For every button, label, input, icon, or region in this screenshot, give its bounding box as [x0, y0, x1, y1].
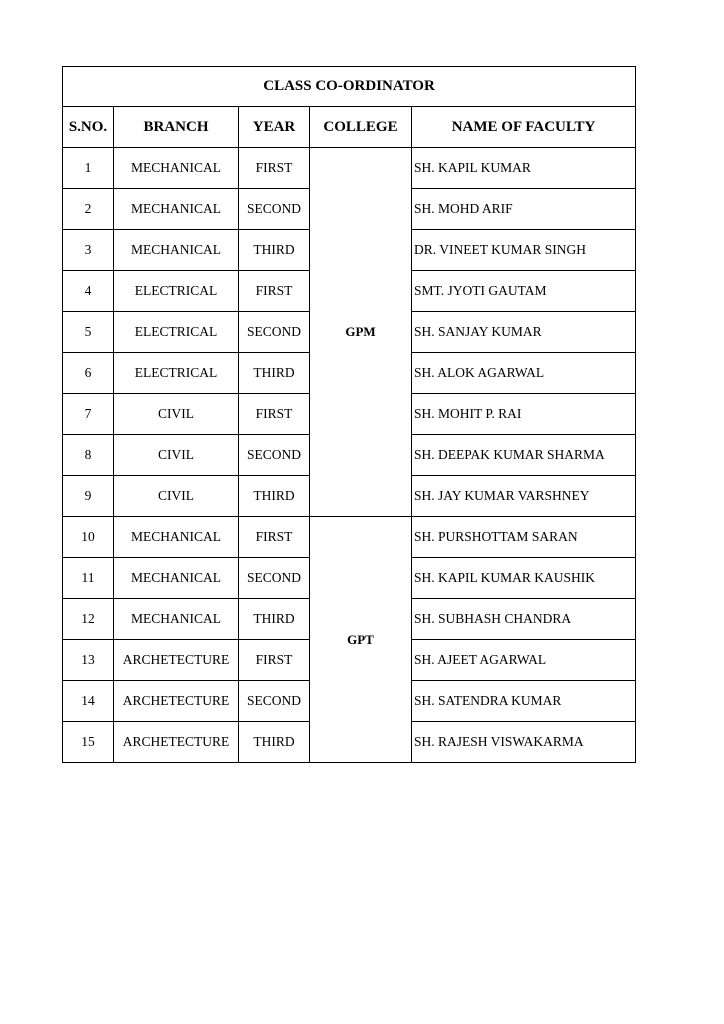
cell-branch: MECHANICAL	[114, 599, 239, 640]
cell-faculty: SH. MOHIT P. RAI	[412, 394, 636, 435]
header-faculty: NAME OF FACULTY	[412, 107, 636, 148]
cell-year: SECOND	[239, 435, 310, 476]
cell-branch: CIVIL	[114, 476, 239, 517]
cell-faculty: SH. SANJAY KUMAR	[412, 312, 636, 353]
cell-faculty: DR. VINEET KUMAR SINGH	[412, 230, 636, 271]
cell-year: FIRST	[239, 271, 310, 312]
table-title-row	[63, 67, 636, 107]
cell-sno: 10	[63, 517, 114, 558]
cell-year: THIRD	[239, 599, 310, 640]
cell-year: SECOND	[239, 189, 310, 230]
cell-year: THIRD	[239, 476, 310, 517]
cell-branch: MECHANICAL	[114, 189, 239, 230]
table-header-row	[63, 107, 636, 148]
cell-branch: MECHANICAL	[114, 558, 239, 599]
table-body	[63, 148, 636, 763]
header-sno: S.NO.	[63, 107, 114, 148]
header-college: COLLEGE	[310, 107, 412, 148]
table-row	[63, 148, 636, 189]
cell-branch: ARCHETECTURE	[114, 640, 239, 681]
cell-branch: MECHANICAL	[114, 230, 239, 271]
cell-branch: ELECTRICAL	[114, 312, 239, 353]
cell-sno: 13	[63, 640, 114, 681]
cell-year: SECOND	[239, 312, 310, 353]
cell-faculty: SH. KAPIL KUMAR	[412, 148, 636, 189]
cell-faculty: SH. AJEET AGARWAL	[412, 640, 636, 681]
cell-branch: CIVIL	[114, 435, 239, 476]
cell-sno: 7	[63, 394, 114, 435]
cell-sno: 3	[63, 230, 114, 271]
cell-faculty: SH. SATENDRA KUMAR	[412, 681, 636, 722]
header-year: YEAR	[239, 107, 310, 148]
cell-faculty: SH. ALOK AGARWAL	[412, 353, 636, 394]
cell-year: FIRST	[239, 394, 310, 435]
cell-sno: 8	[63, 435, 114, 476]
header-branch: BRANCH	[114, 107, 239, 148]
cell-branch: MECHANICAL	[114, 148, 239, 189]
cell-sno: 2	[63, 189, 114, 230]
cell-sno: 12	[63, 599, 114, 640]
cell-faculty: SH. MOHD ARIF	[412, 189, 636, 230]
table-title: CLASS CO-ORDINATOR	[63, 67, 636, 107]
cell-year: FIRST	[239, 517, 310, 558]
cell-sno: 11	[63, 558, 114, 599]
cell-faculty: SH. DEEPAK KUMAR SHARMA	[412, 435, 636, 476]
cell-faculty: SMT. JYOTI GAUTAM	[412, 271, 636, 312]
cell-year: SECOND	[239, 681, 310, 722]
cell-faculty: SH. RAJESH VISWAKARMA	[412, 722, 636, 763]
cell-college: GPT	[310, 517, 412, 763]
cell-faculty: SH. JAY KUMAR VARSHNEY	[412, 476, 636, 517]
class-coordinator-table	[62, 66, 636, 763]
cell-year: THIRD	[239, 722, 310, 763]
cell-faculty: SH. PURSHOTTAM SARAN	[412, 517, 636, 558]
cell-branch: ELECTRICAL	[114, 271, 239, 312]
cell-branch: ELECTRICAL	[114, 353, 239, 394]
cell-sno: 5	[63, 312, 114, 353]
cell-year: THIRD	[239, 230, 310, 271]
cell-year: FIRST	[239, 640, 310, 681]
table-row	[63, 517, 636, 558]
cell-branch: ARCHETECTURE	[114, 722, 239, 763]
cell-faculty: SH. KAPIL KUMAR KAUSHIK	[412, 558, 636, 599]
cell-sno: 6	[63, 353, 114, 394]
cell-branch: CIVIL	[114, 394, 239, 435]
cell-sno: 9	[63, 476, 114, 517]
cell-sno: 14	[63, 681, 114, 722]
cell-college: GPM	[310, 148, 412, 517]
cell-year: THIRD	[239, 353, 310, 394]
cell-year: SECOND	[239, 558, 310, 599]
cell-sno: 1	[63, 148, 114, 189]
cell-faculty: SH. SUBHASH CHANDRA	[412, 599, 636, 640]
cell-sno: 15	[63, 722, 114, 763]
cell-year: FIRST	[239, 148, 310, 189]
cell-sno: 4	[63, 271, 114, 312]
cell-branch: ARCHETECTURE	[114, 681, 239, 722]
cell-branch: MECHANICAL	[114, 517, 239, 558]
